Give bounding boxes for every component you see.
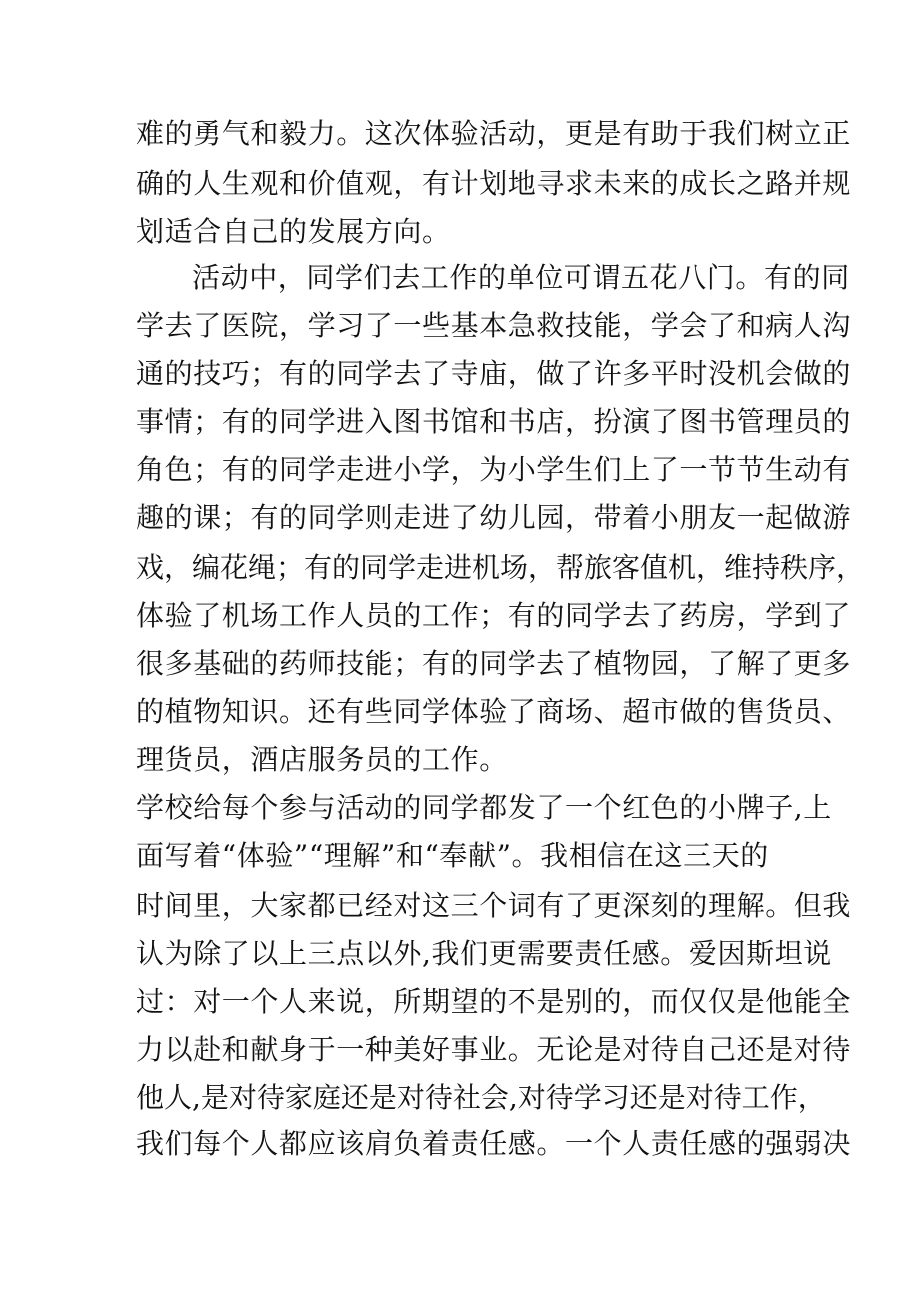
text-line: 很多基础的药师技能；有的同学去了植物园，了解了更多 [136,647,852,680]
text-line: 认为除了以上三点以外,我们更需要责任感。爱因斯坦说 [136,937,832,970]
text-line: 角色；有的同学走进小学，为小学生们上了一节节生动有 [136,453,852,486]
text-line: 学去了医院，学习了一些基本急救技能，学会了和病人沟 [136,309,852,342]
text-line: 活动中，同学们去工作的单位可谓五花八门。有的同 [192,261,850,294]
text-line: 确的人生观和价值观，有计划地寻求未来的成长之路并规 [136,167,852,200]
text-line: 时间里，大家都已经对这三个词有了更深刻的理解。但我 [136,889,852,922]
text-line: 戏，编花绳；有的同学走进机场，帮旅客值机，维持秩序， [136,551,865,584]
text-line: 体验了机场工作人员的工作；有的同学去了药房，学到了 [136,599,852,632]
text-line: 理货员，酒店服务员的工作。 [136,743,508,776]
text-line: 他人,是对待家庭还是对待社会,对待学习还是对待工作， [136,1081,826,1114]
text-line: 趣的课；有的同学则走进了幼儿园，带着小朋友一起做游 [136,501,852,534]
text-line: 的植物知识。还有些同学体验了商场、超市做的售货员、 [136,695,852,728]
text-line: 事情；有的同学进入图书馆和书店，扮演了图书管理员的 [136,405,852,438]
text-line: 力以赴和献身于一种美好事业。无论是对待自己还是对待 [136,1033,852,1066]
text-line: 我们每个人都应该肩负着责任感。一个人责任感的强弱决 [136,1127,852,1160]
text-line: 过：对一个人来说，所期望的不是别的，而仅仅是他能全 [136,985,852,1018]
text-line: 难的勇气和毅力。这次体验活动，更是有助于我们树立正 [136,117,852,150]
text-line: 划适合自己的发展方向。 [136,215,451,248]
text-line: 通的技巧；有的同学去了寺庙，做了许多平时没机会做的 [136,357,852,390]
text-line: 面写着“体验”“理解”和“奉献”。我相信在这三天的 [136,839,769,872]
text-line: 学校给每个参与活动的同学都发了一个红色的小牌子,上 [136,791,832,824]
